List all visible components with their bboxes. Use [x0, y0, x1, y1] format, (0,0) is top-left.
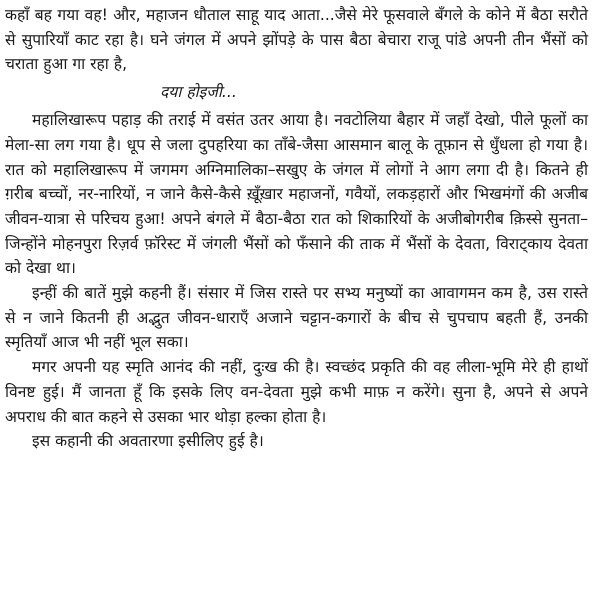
paragraph-spring: महालिखारूप पहाड़ की तराई में वसंत उतर आया है। नवटोलिया बैहार में जहाँ देखो, पीले फूलों का मेला-सा लग गया है। धूप से जला दुपहरिया का ताँबे-जैसा आसमान बालू के तूफ़ान से धुँधला हो गया है। रात को महालिखारूप में जगमग अग्निमालिका–सखुए के जंगल में लोगों ने आग लगा दी है। कितने ही ग़रीब बच्चों, नर-नारियों, न जाने कैसे-कैसे ख़ूँख़ार महाजनों, गवैयों, लकड़हारों और भिखमंगों की अजीब जीवन-यात्रा से परिचय हुआ! अपने बंगले में बैठा-बैठा रात को शिकारियों के अजीबोगरीब क़िस्से सुनता–जिन्होंने मोहनपुरा रिज़र्व फ़ॉरेस्ट में जंगली भैंसों को फँसाने की ताक में भैंसों के देवता, विराट्काय देवता को देखा था।: [5, 111, 588, 278]
song-refrain: दया होइजी...: [160, 83, 237, 102]
paragraph-intro: कहाँ बह गया वह! और, महाजन धौताल साहू याद आता...जैसे मेरे फूसवाले बँगले के कोने में बैठा सरौते से सुपारियाँ काट रहा है। घने जंगल में अपने झोंपड़े के पास बैठा बेचारा राजू पांडे अपनी तीन भैंसों को चराता हुआ गा रहा है,: [5, 6, 588, 74]
paragraph-stories: इन्हीं की बातें मुझे कहनी हैं। संसार में जिस रास्ते पर सभ्य मनुष्यों का आवागमन कम है, उस रास्ते से न जाने कितनी ही अद्भुत जीवन-धाराएँ अजाने चट्टान-कगारों के बीच से चुपचाप बहती हैं, उनकी स्मृतियाँ आज भी नहीं भूल सका।: [5, 284, 588, 352]
paragraph-memory: मगर अपनी यह स्मृति आनंद की नहीं, दुःख की है। स्वच्छंद प्रकृति की वह लीला-भूमि मेरे ही हाथों विनष्ट हुई। मैं जानता हूँ कि इसके लिए वन-देवता मुझे कभी माफ़ न करेंगे। सुना है, अपने से अपने अपराध की बात कहने से उसका भार थोड़ा हल्का होता है।: [5, 358, 588, 426]
paragraph-closing: इस कहानी की अवतारणा इसीलिए हुई है।: [32, 432, 264, 451]
